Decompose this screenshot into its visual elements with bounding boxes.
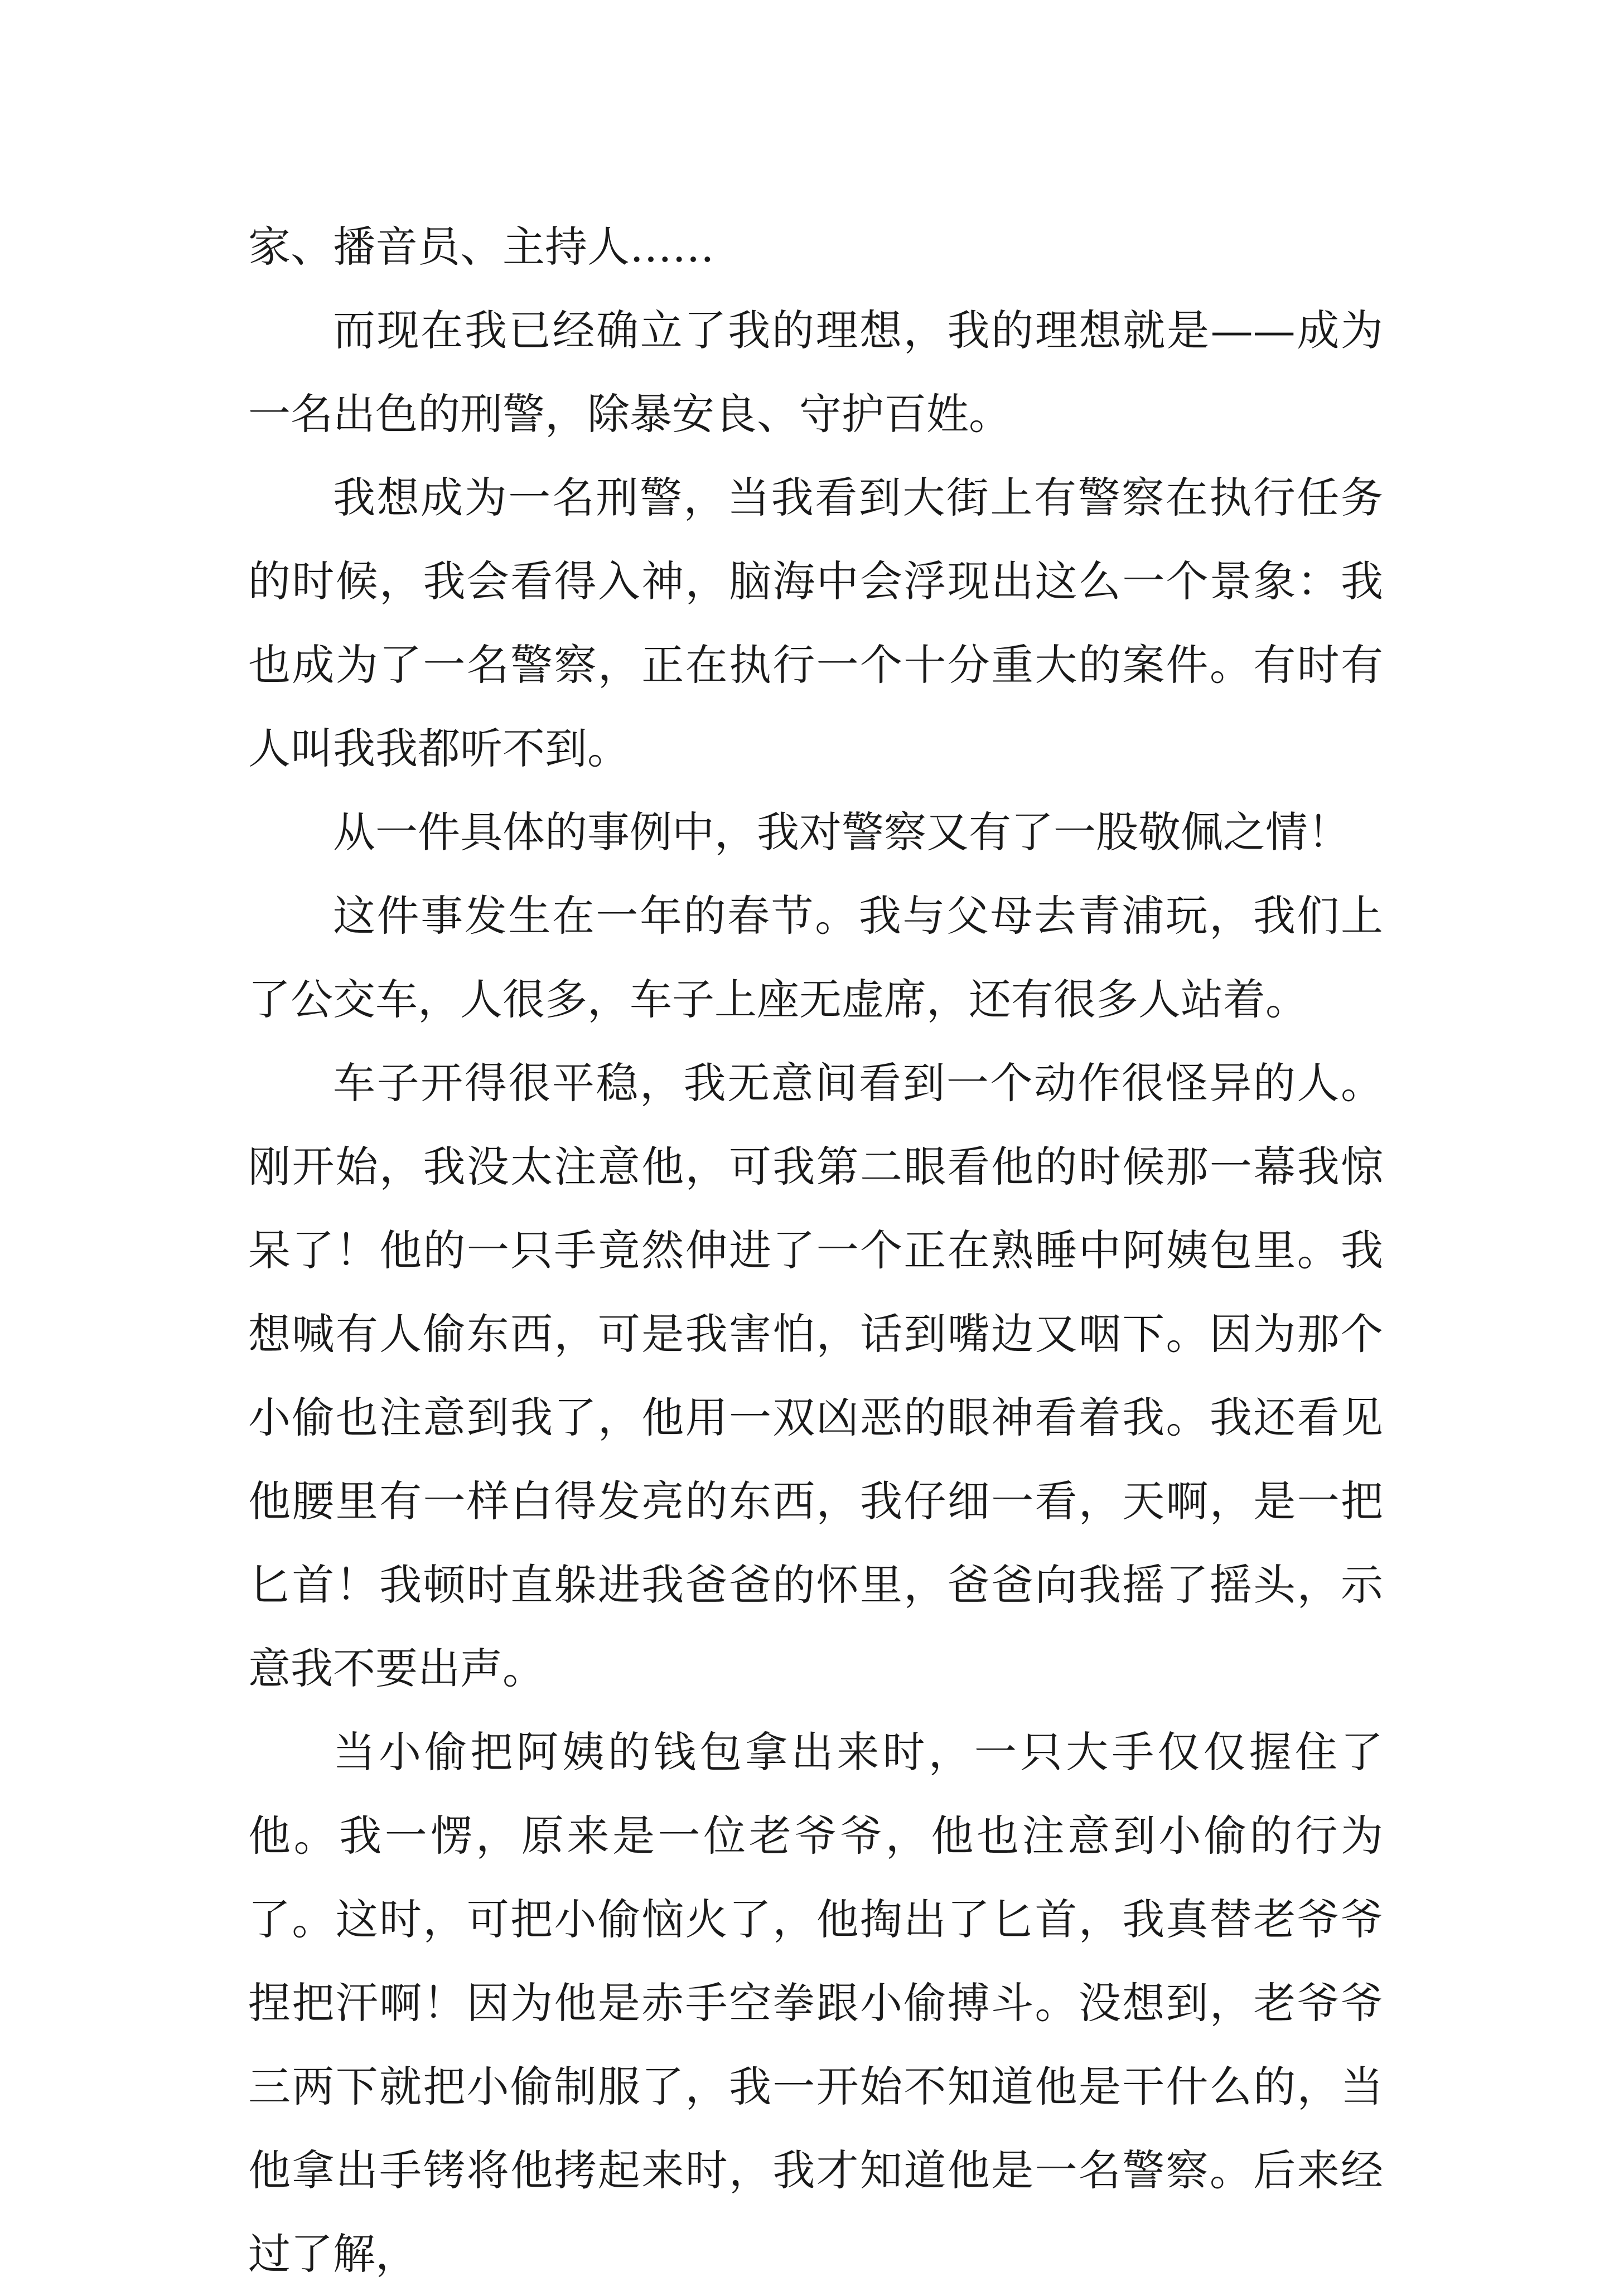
paragraph-bus-trip: 这件事发生在一年的春节。我与父母去青浦玩，我们上了公交车，人很多，车子上座无虚席，还有很多人站着。: [248, 891, 1383, 1024]
paragraph-thief: 车子开得很平稳，我无意间看到一个动作很怪异的人。刚开始，我没太注意他，可我第二眼看他的时候那一幕我惊呆了！他的一只手竟然伸进了一个正在熟睡中阿姨包里。我想喊有人偷东西，可是我害怕，话到嘴边又咽下。因为那个小偷也注意到我了，他用一双凶恶的眼神看着我。我还看见他腰里有一样白得发亮的东西，我仔细一看，天啊，是一把匕首！我顿时直躲进我爸爸的怀里，爸爸向我摇了摇头，示意我不要出声。: [248, 1058, 1383, 1693]
paragraph-policeman: 当小偷把阿姨的钱包拿出来时，一只大手仅仅握住了他。我一愣，原来是一位老爷爷，他也注意到小偷的行为了。这时，可把小偷恼火了，他掏出了匕首，我真替老爷爷捏把汗啊！因为他是赤手空拳跟小偷搏斗。没想到，老爷爷三两下就把小偷制服了，我一开始不知道他是干什么的，当他拿出手铐将他拷起来时，我才知道他是一名警察。后来经过了解，: [248, 1727, 1383, 2279]
paragraph-admiration: 从一件具体的事例中，我对警察又有了一股敬佩之情！: [333, 807, 1350, 857]
paragraph-ideal: 而现在我已经确立了我的理想，我的理想就是——成为一名出色的刑警，除暴安良、守护百姓。: [248, 306, 1383, 439]
paragraph-daydream: 我想成为一名刑警，当我看到大街上有警察在执行任务的时候，我会看得入神，脑海中会浮现出这么一个景象：我也成为了一名警察，正在执行一个十分重大的案件。有时有人叫我我都听不到。: [248, 473, 1383, 773]
essay-body: [248, 205, 1383, 2296]
paragraph-continued: 家、播音员、主持人……: [248, 222, 714, 272]
